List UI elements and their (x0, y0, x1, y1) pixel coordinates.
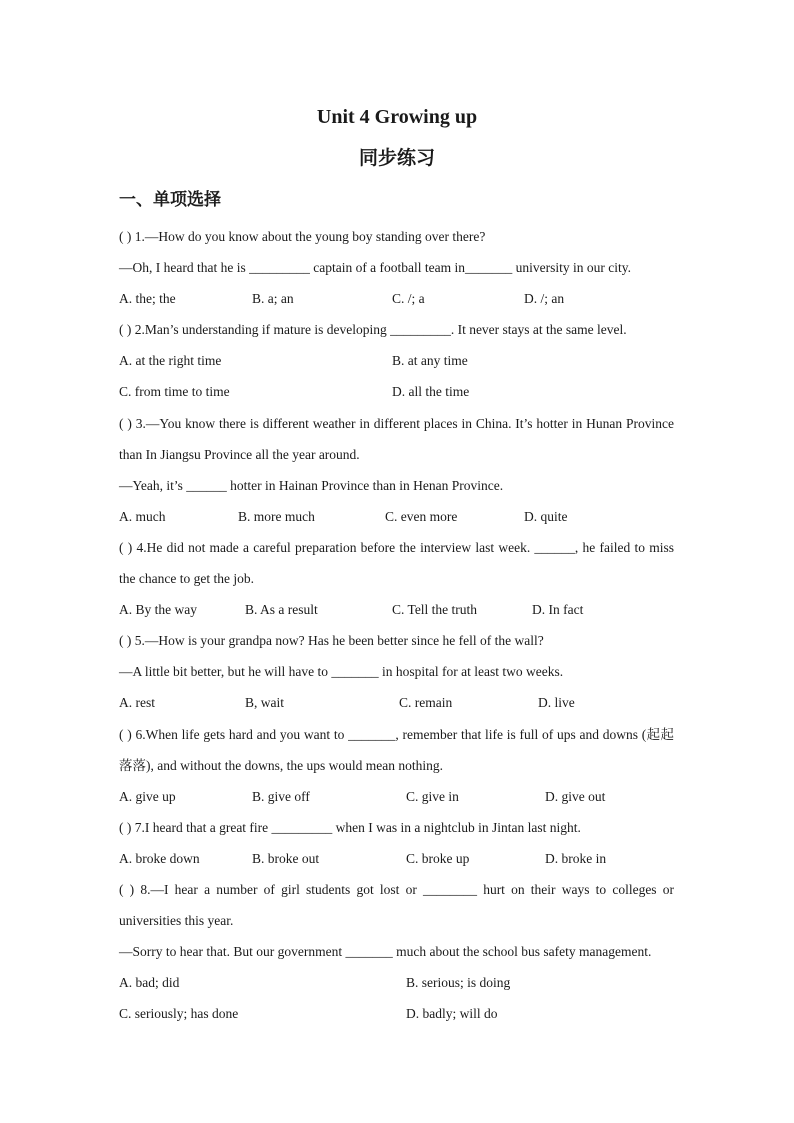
question-7-option-c[interactable]: C. broke up (406, 850, 470, 866)
question-3-option-a[interactable]: A. much (119, 508, 166, 524)
page-title: Unit 4 Growing up (316, 106, 478, 128)
question-6-option-b[interactable]: B. give off (252, 788, 310, 804)
question-2-stem: ( ) 2.Man’s understanding if mature is developing _________. It never stays at the same level. (119, 322, 627, 338)
question-3-options (119, 501, 674, 532)
question-2-option-b[interactable]: B. at any time (392, 353, 468, 369)
question-5-option-d[interactable]: D. live (538, 695, 575, 711)
question-8-options-row-1 (119, 967, 674, 998)
question-1-stem: ( ) 1.—How do you know about the young boy standing over there? (119, 229, 486, 244)
question-6-options (119, 781, 674, 812)
question-5-options (119, 687, 674, 718)
question-1-option-a[interactable]: A. the; the (119, 291, 176, 307)
question-5-option-a[interactable]: A. rest (119, 695, 155, 711)
question-3-response: —Yeah, it’s ______ hotter in Hainan Province than in Henan Province. (119, 477, 504, 493)
question-4-option-a[interactable]: A. By the way (119, 602, 197, 618)
question-4-option-b[interactable]: B. As a result (245, 602, 318, 618)
question-3-option-c[interactable]: C. even more (385, 508, 458, 524)
question-2-options-row-2 (119, 376, 674, 407)
question-2-options-row-1 (119, 345, 674, 376)
question-2-option-a[interactable]: A. at the right time (119, 353, 222, 369)
question-4-options (119, 594, 674, 625)
section-heading: 一、单项选择 (119, 190, 221, 210)
question-5-option-c[interactable]: C. remain (399, 695, 453, 711)
question-3-option-b[interactable]: B. more much (238, 508, 315, 524)
question-1-option-d[interactable]: D. /; an (524, 291, 565, 307)
question-8-response: —Sorry to hear that. But our government _______ much about the school bus safety management. (119, 944, 652, 960)
question-2-option-d[interactable]: D. all the time (392, 384, 470, 400)
question-4-option-d[interactable]: D. In fact (532, 602, 584, 618)
question-4-option-c[interactable]: C. Tell the truth (392, 602, 478, 618)
question-7-options (119, 843, 674, 874)
question-1-options (119, 283, 674, 314)
question-8-option-d[interactable]: D. badly; will do (406, 1006, 498, 1022)
question-8-options-row-2 (119, 998, 674, 1029)
question-6-option-c[interactable]: C. give in (406, 788, 459, 804)
question-4-stem: ( ) 4.He did not made a careful preparation before the interview last week. ______, he failed to miss the chance to get the job. (119, 539, 674, 587)
question-8-option-c[interactable]: C. seriously; has done (119, 1006, 239, 1022)
question-7-option-b[interactable]: B. broke out (252, 850, 320, 866)
question-1-option-c[interactable]: C. /; a (392, 291, 425, 307)
question-6-option-d[interactable]: D. give out (545, 788, 606, 804)
question-8-option-a[interactable]: A. bad; did (119, 975, 180, 991)
question-6-option-a[interactable]: A. give up (119, 788, 176, 804)
question-5-response: —A little bit better, but he will have to _______ in hospital for at least two weeks. (119, 664, 564, 680)
question-5-stem: ( ) 5.—How is your grandpa now? Has he been better since he fell of the wall? (119, 633, 544, 649)
question-8-option-b[interactable]: B. serious; is doing (406, 975, 511, 991)
question-2-option-c[interactable]: C. from time to time (119, 384, 230, 400)
question-7-option-d[interactable]: D. broke in (545, 850, 607, 866)
question-5-option-b[interactable]: B, wait (245, 695, 284, 711)
question-8-stem: ( ) 8.—I hear a number of girl students got lost or ________ hurt on their ways to colleges or universities this year. (119, 881, 674, 929)
question-1-response: —Oh, I heard that he is _________ captain of a football team in_______ university in our city. (119, 260, 632, 276)
question-1-option-b[interactable]: B. a; an (252, 291, 294, 307)
page-subtitle: 同步练习 (358, 147, 435, 169)
question-3-option-d[interactable]: D. quite (524, 508, 568, 524)
question-3-stem: ( ) 3.—You know there is different weather in different places in China. It’s hotter in Hunan Province than In Jiangsu Province all the year around. (119, 415, 674, 462)
question-list (119, 221, 674, 1029)
question-6-stem: ( ) 6.When life gets hard and you want to _______, remember that life is full of ups and downs (起起落落), and without the downs, the ups would mean nothing. (119, 726, 674, 773)
question-7-option-a[interactable]: A. broke down (119, 850, 200, 866)
question-7-stem: ( ) 7.I heard that a great fire _________ when I was in a nightclub in Jintan last night. (119, 819, 581, 835)
